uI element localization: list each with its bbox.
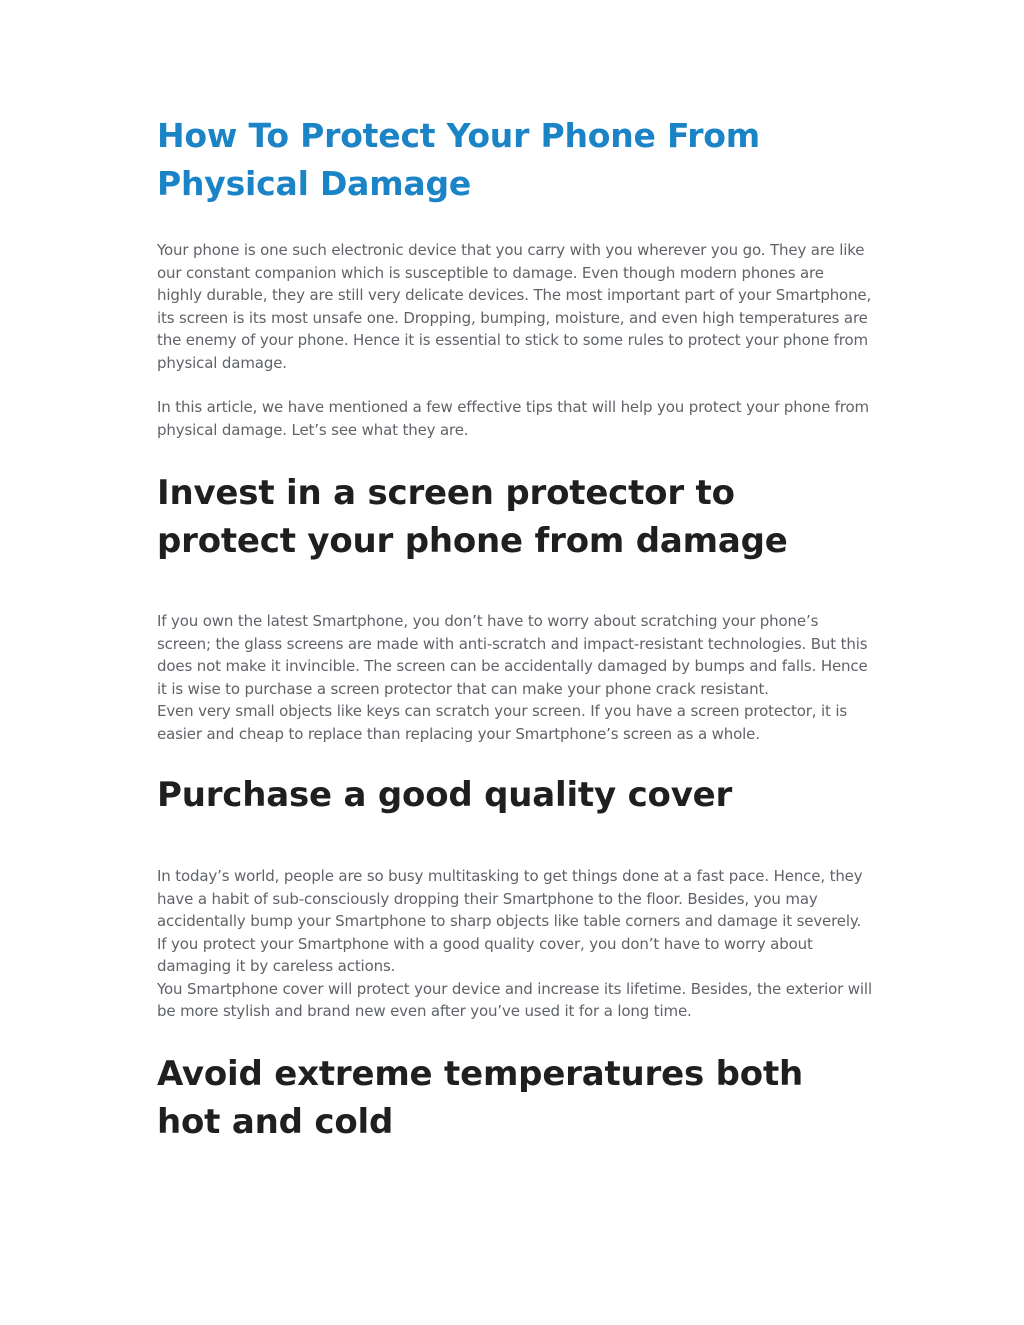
body-paragraph: In today’s world, people are so busy multitasking to get things done at a fast pace. Hence, they have a habit of sub-consciously dropping their Smartphone to the floor. Besides, you may accidentally bump your Smartphone to sharp objects like table corners and damage it severely. [157, 867, 863, 930]
section-heading-screen-protector: Invest in a screen protector to protect your phone from damage [157, 473, 788, 561]
intro-paragraph: In this article, we have mentioned a few effective tips that will help you protect your phone from physical damage. Let’s see what they are. [157, 398, 869, 439]
section-body-screen-protector [157, 610, 872, 745]
body-paragraph: Even very small objects like keys can scratch your screen. If you have a screen protector, it is easier and cheap to replace than replacing your Smartphone’s screen as a whole. [157, 702, 848, 743]
document-title: How To Protect Your Phone From Physical Damage [157, 116, 760, 203]
document-page [157, 112, 872, 1146]
body-paragraph: If you own the latest Smartphone, you don’t have to worry about scratching your phone’s screen; the glass screens are made with anti-scratch and impact-resistant technologies. But this does not make it invincible. The screen can be accidentally damaged by bumps and falls. Hence it is wise to purchase a screen protector that can make your phone crack resistant. [157, 612, 868, 698]
section-body-quality-cover [157, 865, 872, 1023]
intro-paragraph: Your phone is one such electronic device that you carry with you wherever you go. They are like our constant companion which is susceptible to damage. Even though modern phones are highly durable, they are still very delicate devices. The most important part of your Smartphone, its screen is its most unsafe one. Dropping, bumping, moisture, and even high temperatures are the enemy of your phone. Hence it is essential to stick to some rules to protect your phone from physical damage. [157, 241, 872, 372]
body-paragraph: If you protect your Smartphone with a good quality cover, you don’t have to worry about damaging it by careless actions. [157, 934, 813, 975]
section-heading-quality-cover: Purchase a good quality cover [157, 775, 733, 815]
body-paragraph: You Smartphone cover will protect your device and increase its lifetime. Besides, the exterior will be more stylish and brand new even after you’ve used it for a long time. [157, 979, 872, 1020]
section-heading-extreme-temperatures: Avoid extreme temperatures both hot and cold [157, 1053, 804, 1142]
